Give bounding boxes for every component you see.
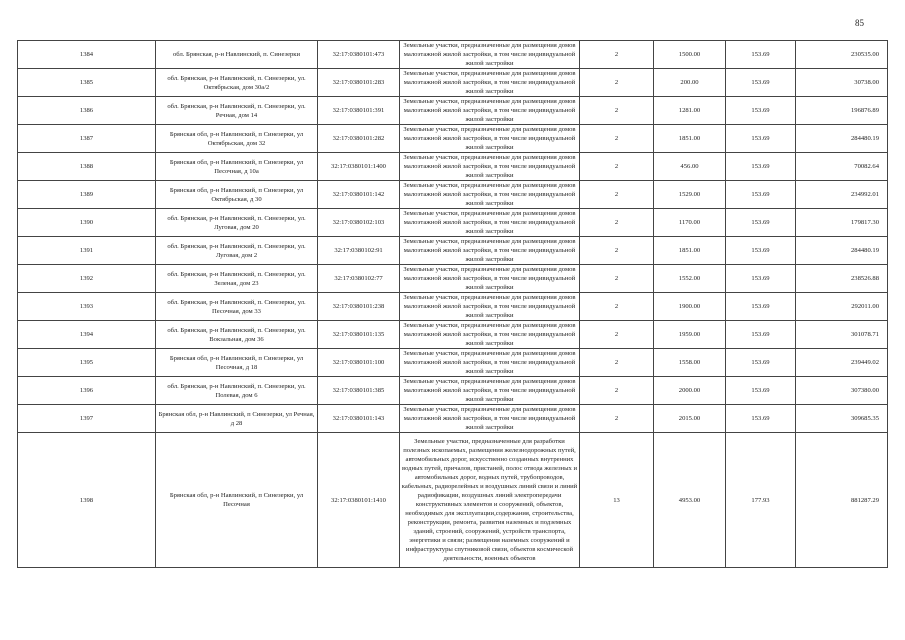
area-cell: 1529.00 [654, 181, 726, 209]
group-number-cell: 2 [580, 321, 654, 349]
specific-value-cell: 153.69 [726, 125, 796, 153]
address-cell: обл. Брянская, р-н Навлинский, п. Синезерки, ул. Вокзальная, дом 36 [156, 321, 318, 349]
row-number: 1398 [18, 433, 156, 568]
group-number-cell: 2 [580, 377, 654, 405]
cadastral-value-cell: 179817.30 [796, 209, 888, 237]
address-cell: обл. Брянская, р-н Навлинский, п. Синезерки, ул. Речная, дом 14 [156, 97, 318, 125]
land-use-description-cell: Земельные участки, предназначенные для размещения домов малоэтажной жилой застройки, в том числе индивидуальной жилой застройки [400, 321, 580, 349]
cadastral-value-cell: 234992.01 [796, 181, 888, 209]
cadastral-value-cell: 70082.64 [796, 153, 888, 181]
cadastral-number-cell: 32:17:0380101:143 [318, 405, 400, 433]
group-number-cell: 2 [580, 293, 654, 321]
address-cell: Брянская обл, р-н Навлинский, п Синезерки, ул Песочная, д 18 [156, 349, 318, 377]
cadastral-value-cell: 239449.02 [796, 349, 888, 377]
land-use-description-cell: Земельные участки, предназначенные для размещения домов малоэтажной жилой застройки, в том числе индивидуальной жилой застройки [400, 293, 580, 321]
cadastral-value-table [17, 40, 888, 568]
address-cell: обл. Брянская, р-н Навлинский, п. Синезерки, ул. Песочная, дом 33 [156, 293, 318, 321]
table-row [18, 405, 888, 433]
cadastral-number-cell: 32:17:0380102:77 [318, 265, 400, 293]
area-cell: 1552.00 [654, 265, 726, 293]
group-number-cell: 2 [580, 237, 654, 265]
row-number: 1393 [18, 293, 156, 321]
land-use-description-cell: Земельные участки, предназначенные для размещения домов малоэтажной жилой застройки, в том числе индивидуальной жилой застройки [400, 377, 580, 405]
group-number-cell: 2 [580, 265, 654, 293]
specific-value-cell: 153.69 [726, 97, 796, 125]
cadastral-value-cell: 284480.19 [796, 125, 888, 153]
land-use-description-cell: Земельные участки, предназначенные для размещения домов малоэтажной жилой застройки, в том числе индивидуальной жилой застройки [400, 209, 580, 237]
address-cell: Брянская обл, р-н Навлинский, п Синезерки, ул Речная, д 28 [156, 405, 318, 433]
cadastral-number-cell: 32:17:0380101:142 [318, 181, 400, 209]
land-use-description-cell: Земельные участки, предназначенные для размещения домов малоэтажной жилой застройки, в том числе индивидуальной жилой застройки [400, 97, 580, 125]
address-cell: Брянская обл, р-н Навлинский, п Синезерки, ул Песочная [156, 433, 318, 568]
group-number-cell: 2 [580, 69, 654, 97]
table-row [18, 349, 888, 377]
land-use-description-cell: Земельные участки, предназначенные для размещения домов малоэтажной жилой застройки, в том числе индивидуальной жилой застройки [400, 349, 580, 377]
row-number: 1392 [18, 265, 156, 293]
cadastral-number-cell: 32:17:0380102:103 [318, 209, 400, 237]
address-cell: обл. Брянская, р-н Навлинский, п. Синезерки, ул. Луговая, дом 20 [156, 209, 318, 237]
address-cell: обл. Брянская, р-н Навлинский, п. Синезерки, ул. Луговая, дом 2 [156, 237, 318, 265]
land-use-description-cell: Земельные участки, предназначенные для размещения домов малоэтажной жилой застройки, в том числе индивидуальной жилой застройки [400, 69, 580, 97]
land-use-description-cell: Земельные участки, предназначенные для размещения домов малоэтажной жилой застройки, в том числе индивидуальной жилой застройки [400, 153, 580, 181]
group-number-cell: 2 [580, 349, 654, 377]
group-number-cell: 2 [580, 181, 654, 209]
table-row [18, 209, 888, 237]
table-row [18, 433, 888, 568]
cadastral-number-cell: 32:17:0380101:391 [318, 97, 400, 125]
cadastral-number-cell: 32:17:0380101:1410 [318, 433, 400, 568]
cadastral-value-cell: 307380.00 [796, 377, 888, 405]
table-row [18, 97, 888, 125]
row-number: 1387 [18, 125, 156, 153]
area-cell: 1500.00 [654, 41, 726, 69]
specific-value-cell: 153.69 [726, 405, 796, 433]
cadastral-value-cell: 30738.00 [796, 69, 888, 97]
cadastral-value-cell: 292011.00 [796, 293, 888, 321]
address-cell: Брянская обл, р-н Навлинский, п Синезерки, ул Октябрьская, д 30 [156, 181, 318, 209]
row-number: 1396 [18, 377, 156, 405]
table-row [18, 237, 888, 265]
cadastral-value-cell: 301078.71 [796, 321, 888, 349]
area-cell: 1558.00 [654, 349, 726, 377]
row-number: 1394 [18, 321, 156, 349]
table-row [18, 153, 888, 181]
area-cell: 1851.00 [654, 237, 726, 265]
land-use-description-cell: Земельные участки, предназначенные для размещения домов малоэтажной жилой застройки, в том числе индивидуальной жилой застройки [400, 405, 580, 433]
address-cell: Брянская обл, р-н Навлинский, п Синезерки, ул Песочная, д 10а [156, 153, 318, 181]
row-number: 1386 [18, 97, 156, 125]
table-row [18, 321, 888, 349]
specific-value-cell: 153.69 [726, 349, 796, 377]
cadastral-number-cell: 32:17:0380101:283 [318, 69, 400, 97]
group-number-cell: 2 [580, 97, 654, 125]
cadastral-value-cell: 284480.19 [796, 237, 888, 265]
address-cell: обл. Брянская, р-н Навлинский, п. Синезерки, ул. Полевая, дом 6 [156, 377, 318, 405]
row-number: 1389 [18, 181, 156, 209]
area-cell: 1281.00 [654, 97, 726, 125]
address-cell: Брянская обл, р-н Навлинский, п Синезерки, ул Октябрьская, дом 32 [156, 125, 318, 153]
cadastral-number-cell: 32:17:0380102:91 [318, 237, 400, 265]
table-row [18, 377, 888, 405]
group-number-cell: 2 [580, 209, 654, 237]
row-number: 1397 [18, 405, 156, 433]
specific-value-cell: 153.69 [726, 377, 796, 405]
land-use-description-cell: Земельные участки, предназначенные для разработки полезных ископаемых, размещения железнодорожных путей, автомобильных дорог, искусственно созданных внутренних водных путей, причалов, пристаней, полос отвода железных и автомобильных дорог, водных путей, трубопроводов, кабельных, радиорелейных и воздушных линий связи и линий радиофикации, воздушных линий электропередачи конструктивных элементов и сооружений, объектов, необходимых для эксплуатации,содержания, строительства, реконструкции, ремонта, развития наземных и подземных зданий, строений, сооружений, устройств транспорта, энергетики и связи; размещения наземных сооружений и инфраструктуры спутниковой связи, объектов космической деятельности, военных объектов [400, 433, 580, 568]
group-number-cell: 13 [580, 433, 654, 568]
area-cell: 4953.00 [654, 433, 726, 568]
specific-value-cell: 153.69 [726, 265, 796, 293]
area-cell: 2000.00 [654, 377, 726, 405]
land-use-description-cell: Земельные участки, предназначенные для размещения домов малоэтажной жилой застройки, в том числе индивидуальной жилой застройки [400, 265, 580, 293]
specific-value-cell: 153.69 [726, 237, 796, 265]
cadastral-value-cell: 230535.00 [796, 41, 888, 69]
table-row [18, 41, 888, 69]
specific-value-cell: 177.93 [726, 433, 796, 568]
cadastral-number-cell: 32:17:0380101:473 [318, 41, 400, 69]
land-use-description-cell: Земельные участки, предназначенные для размещения домов малоэтажной жилой застройки, в том числе индивидуальной жилой застройки [400, 41, 580, 69]
cadastral-number-cell: 32:17:0380101:135 [318, 321, 400, 349]
area-cell: 456.00 [654, 153, 726, 181]
cadastral-number-cell: 32:17:0380101:100 [318, 349, 400, 377]
row-number: 1388 [18, 153, 156, 181]
cadastral-number-cell: 32:17:0380101:1400 [318, 153, 400, 181]
row-number: 1391 [18, 237, 156, 265]
table-row [18, 181, 888, 209]
land-use-description-cell: Земельные участки, предназначенные для размещения домов малоэтажной жилой застройки, в том числе индивидуальной жилой застройки [400, 237, 580, 265]
specific-value-cell: 153.69 [726, 41, 796, 69]
cadastral-value-cell: 309685.35 [796, 405, 888, 433]
cadastral-number-cell: 32:17:0380101:385 [318, 377, 400, 405]
table-row [18, 293, 888, 321]
specific-value-cell: 153.69 [726, 69, 796, 97]
group-number-cell: 2 [580, 41, 654, 69]
table-row [18, 265, 888, 293]
specific-value-cell: 153.69 [726, 181, 796, 209]
address-cell: обл. Брянская, р-н Навлинский, п. Синезерки, ул. Зеленая, дом 23 [156, 265, 318, 293]
cadastral-value-cell: 196876.89 [796, 97, 888, 125]
specific-value-cell: 153.69 [726, 293, 796, 321]
cadastral-value-cell: 881287.29 [796, 433, 888, 568]
group-number-cell: 2 [580, 125, 654, 153]
row-number: 1390 [18, 209, 156, 237]
group-number-cell: 2 [580, 405, 654, 433]
group-number-cell: 2 [580, 153, 654, 181]
row-number: 1395 [18, 349, 156, 377]
area-cell: 1959.00 [654, 321, 726, 349]
cadastral-value-cell: 238526.88 [796, 265, 888, 293]
area-cell: 1900.00 [654, 293, 726, 321]
area-cell: 1170.00 [654, 209, 726, 237]
row-number: 1384 [18, 41, 156, 69]
area-cell: 2015.00 [654, 405, 726, 433]
specific-value-cell: 153.69 [726, 209, 796, 237]
address-cell: обл. Брянская, р-н Навлинский, п. Синезерки, ул. Октябрьская, дом 30а/2 [156, 69, 318, 97]
specific-value-cell: 153.69 [726, 153, 796, 181]
cadastral-number-cell: 32:17:0380101:238 [318, 293, 400, 321]
row-number: 1385 [18, 69, 156, 97]
area-cell: 200.00 [654, 69, 726, 97]
address-cell: обл. Брянская, р-н Навлинский, п. Синезерки [156, 41, 318, 69]
specific-value-cell: 153.69 [726, 321, 796, 349]
cadastral-number-cell: 32:17:0380101:282 [318, 125, 400, 153]
land-use-description-cell: Земельные участки, предназначенные для размещения домов малоэтажной жилой застройки, в том числе индивидуальной жилой застройки [400, 125, 580, 153]
table-row [18, 125, 888, 153]
land-use-description-cell: Земельные участки, предназначенные для размещения домов малоэтажной жилой застройки, в том числе индивидуальной жилой застройки [400, 181, 580, 209]
table-row [18, 69, 888, 97]
area-cell: 1851.00 [654, 125, 726, 153]
page-number: 85 [855, 18, 864, 28]
